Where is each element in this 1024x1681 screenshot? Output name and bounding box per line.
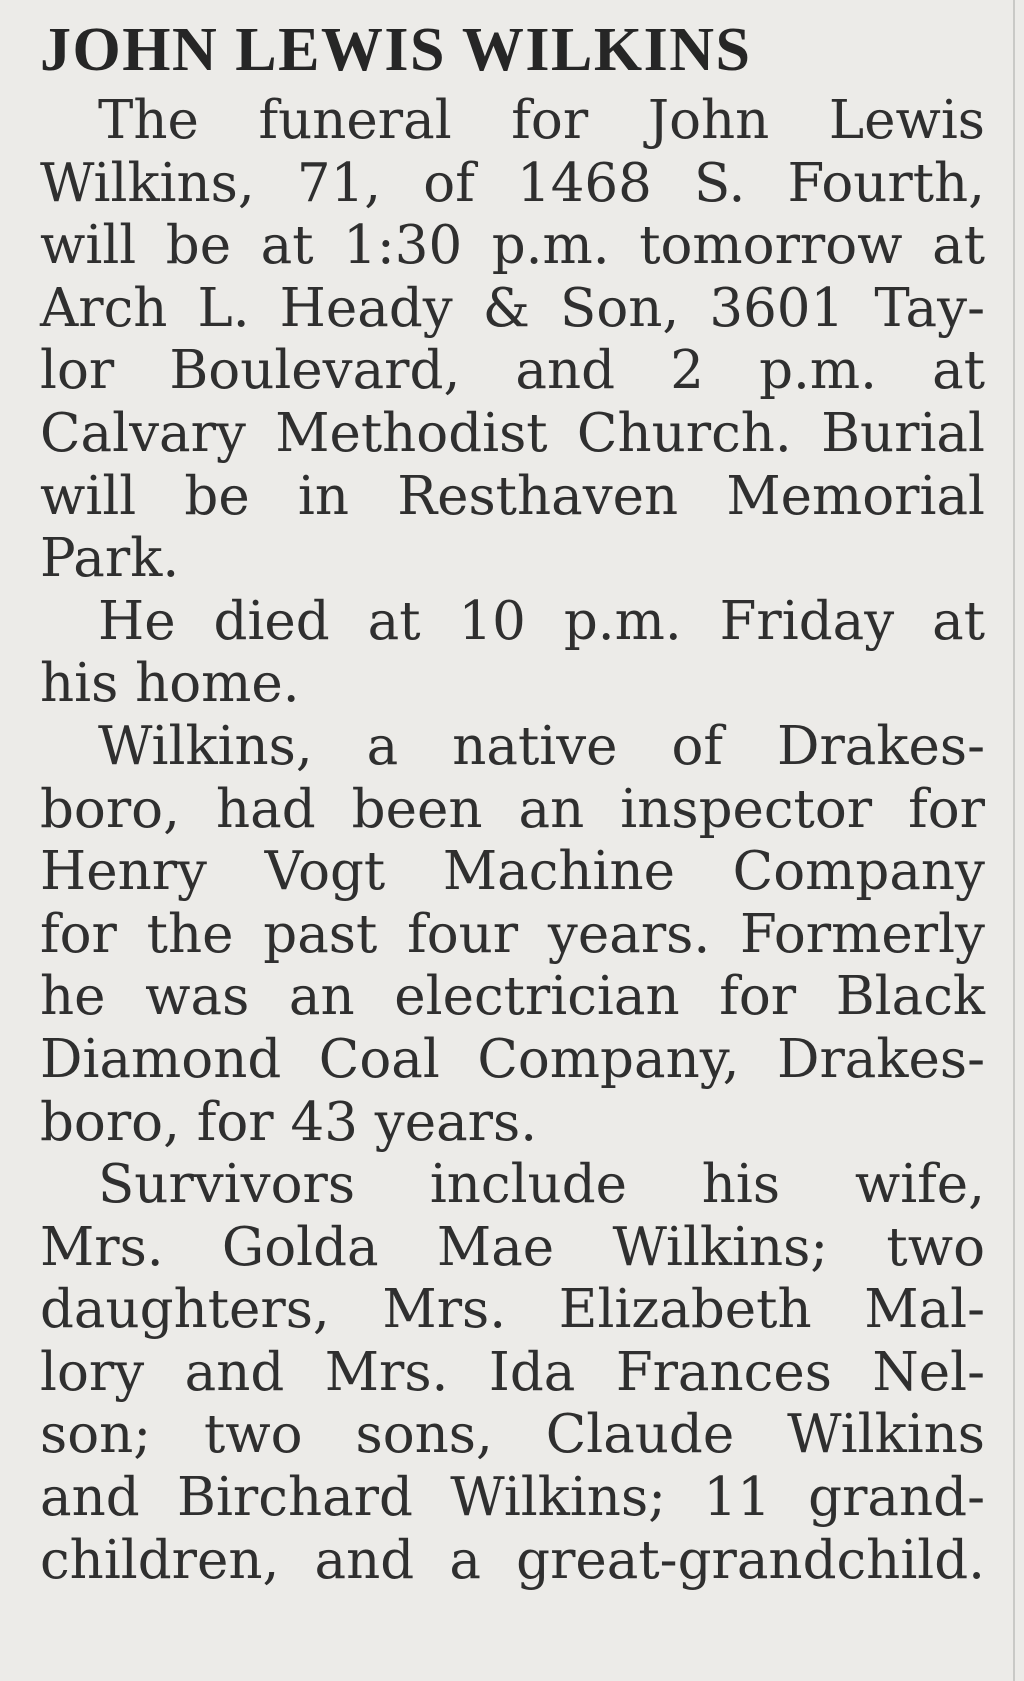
text-line: Calvary Methodist Church. Burial <box>40 402 985 464</box>
obituary-article <box>40 18 985 1592</box>
text-line: Park. <box>40 528 180 590</box>
paragraph-death-details <box>40 591 985 716</box>
obituary-headline: JOHN LEWIS WILKINS <box>40 16 752 84</box>
text-line: He died at 10 p.m. Friday at <box>98 590 985 652</box>
paragraph-survivors <box>40 1154 985 1592</box>
column-divider <box>1013 0 1015 1681</box>
paragraph-funeral-details <box>40 90 985 591</box>
text-line: boro, for 43 years. <box>40 1091 538 1153</box>
text-line: children, and a great-grandchild. <box>40 1529 985 1591</box>
text-line: boro, had been an inspector for <box>40 778 985 840</box>
text-line: and Birchard Wilkins; 11 grand- <box>40 1467 985 1529</box>
text-line: Wilkins, 71, of 1468 S. Fourth, <box>40 152 985 214</box>
text-line: Henry Vogt Machine Company <box>40 841 985 903</box>
text-line: lory and Mrs. Ida Frances Nel- <box>40 1341 985 1403</box>
text-line: son; two sons, Claude Wilkins <box>40 1404 985 1466</box>
text-line: Survivors include his wife, <box>98 1154 985 1216</box>
paragraph-biography <box>40 716 985 1154</box>
text-line: The funeral for John Lewis <box>98 90 985 151</box>
text-line: will be in Resthaven Memorial <box>40 465 985 527</box>
text-line: for the past four years. Formerly <box>40 903 985 965</box>
text-line: Mrs. Golda Mae Wilkins; two <box>40 1216 985 1278</box>
text-line: Arch L. Heady & Son, 3601 Tay- <box>40 277 985 339</box>
text-line: daughters, Mrs. Elizabeth Mal- <box>40 1279 985 1341</box>
text-line: Diamond Coal Company, Drakes- <box>40 1028 985 1090</box>
text-line: will be at 1:30 p.m. tomorrow at <box>40 215 985 277</box>
text-line: lor Boulevard, and 2 p.m. at <box>40 340 985 402</box>
text-line: he was an electrician for Black <box>40 966 985 1028</box>
text-line: Wilkins, a native of Drakes- <box>98 715 985 777</box>
text-line: his home. <box>40 653 300 715</box>
